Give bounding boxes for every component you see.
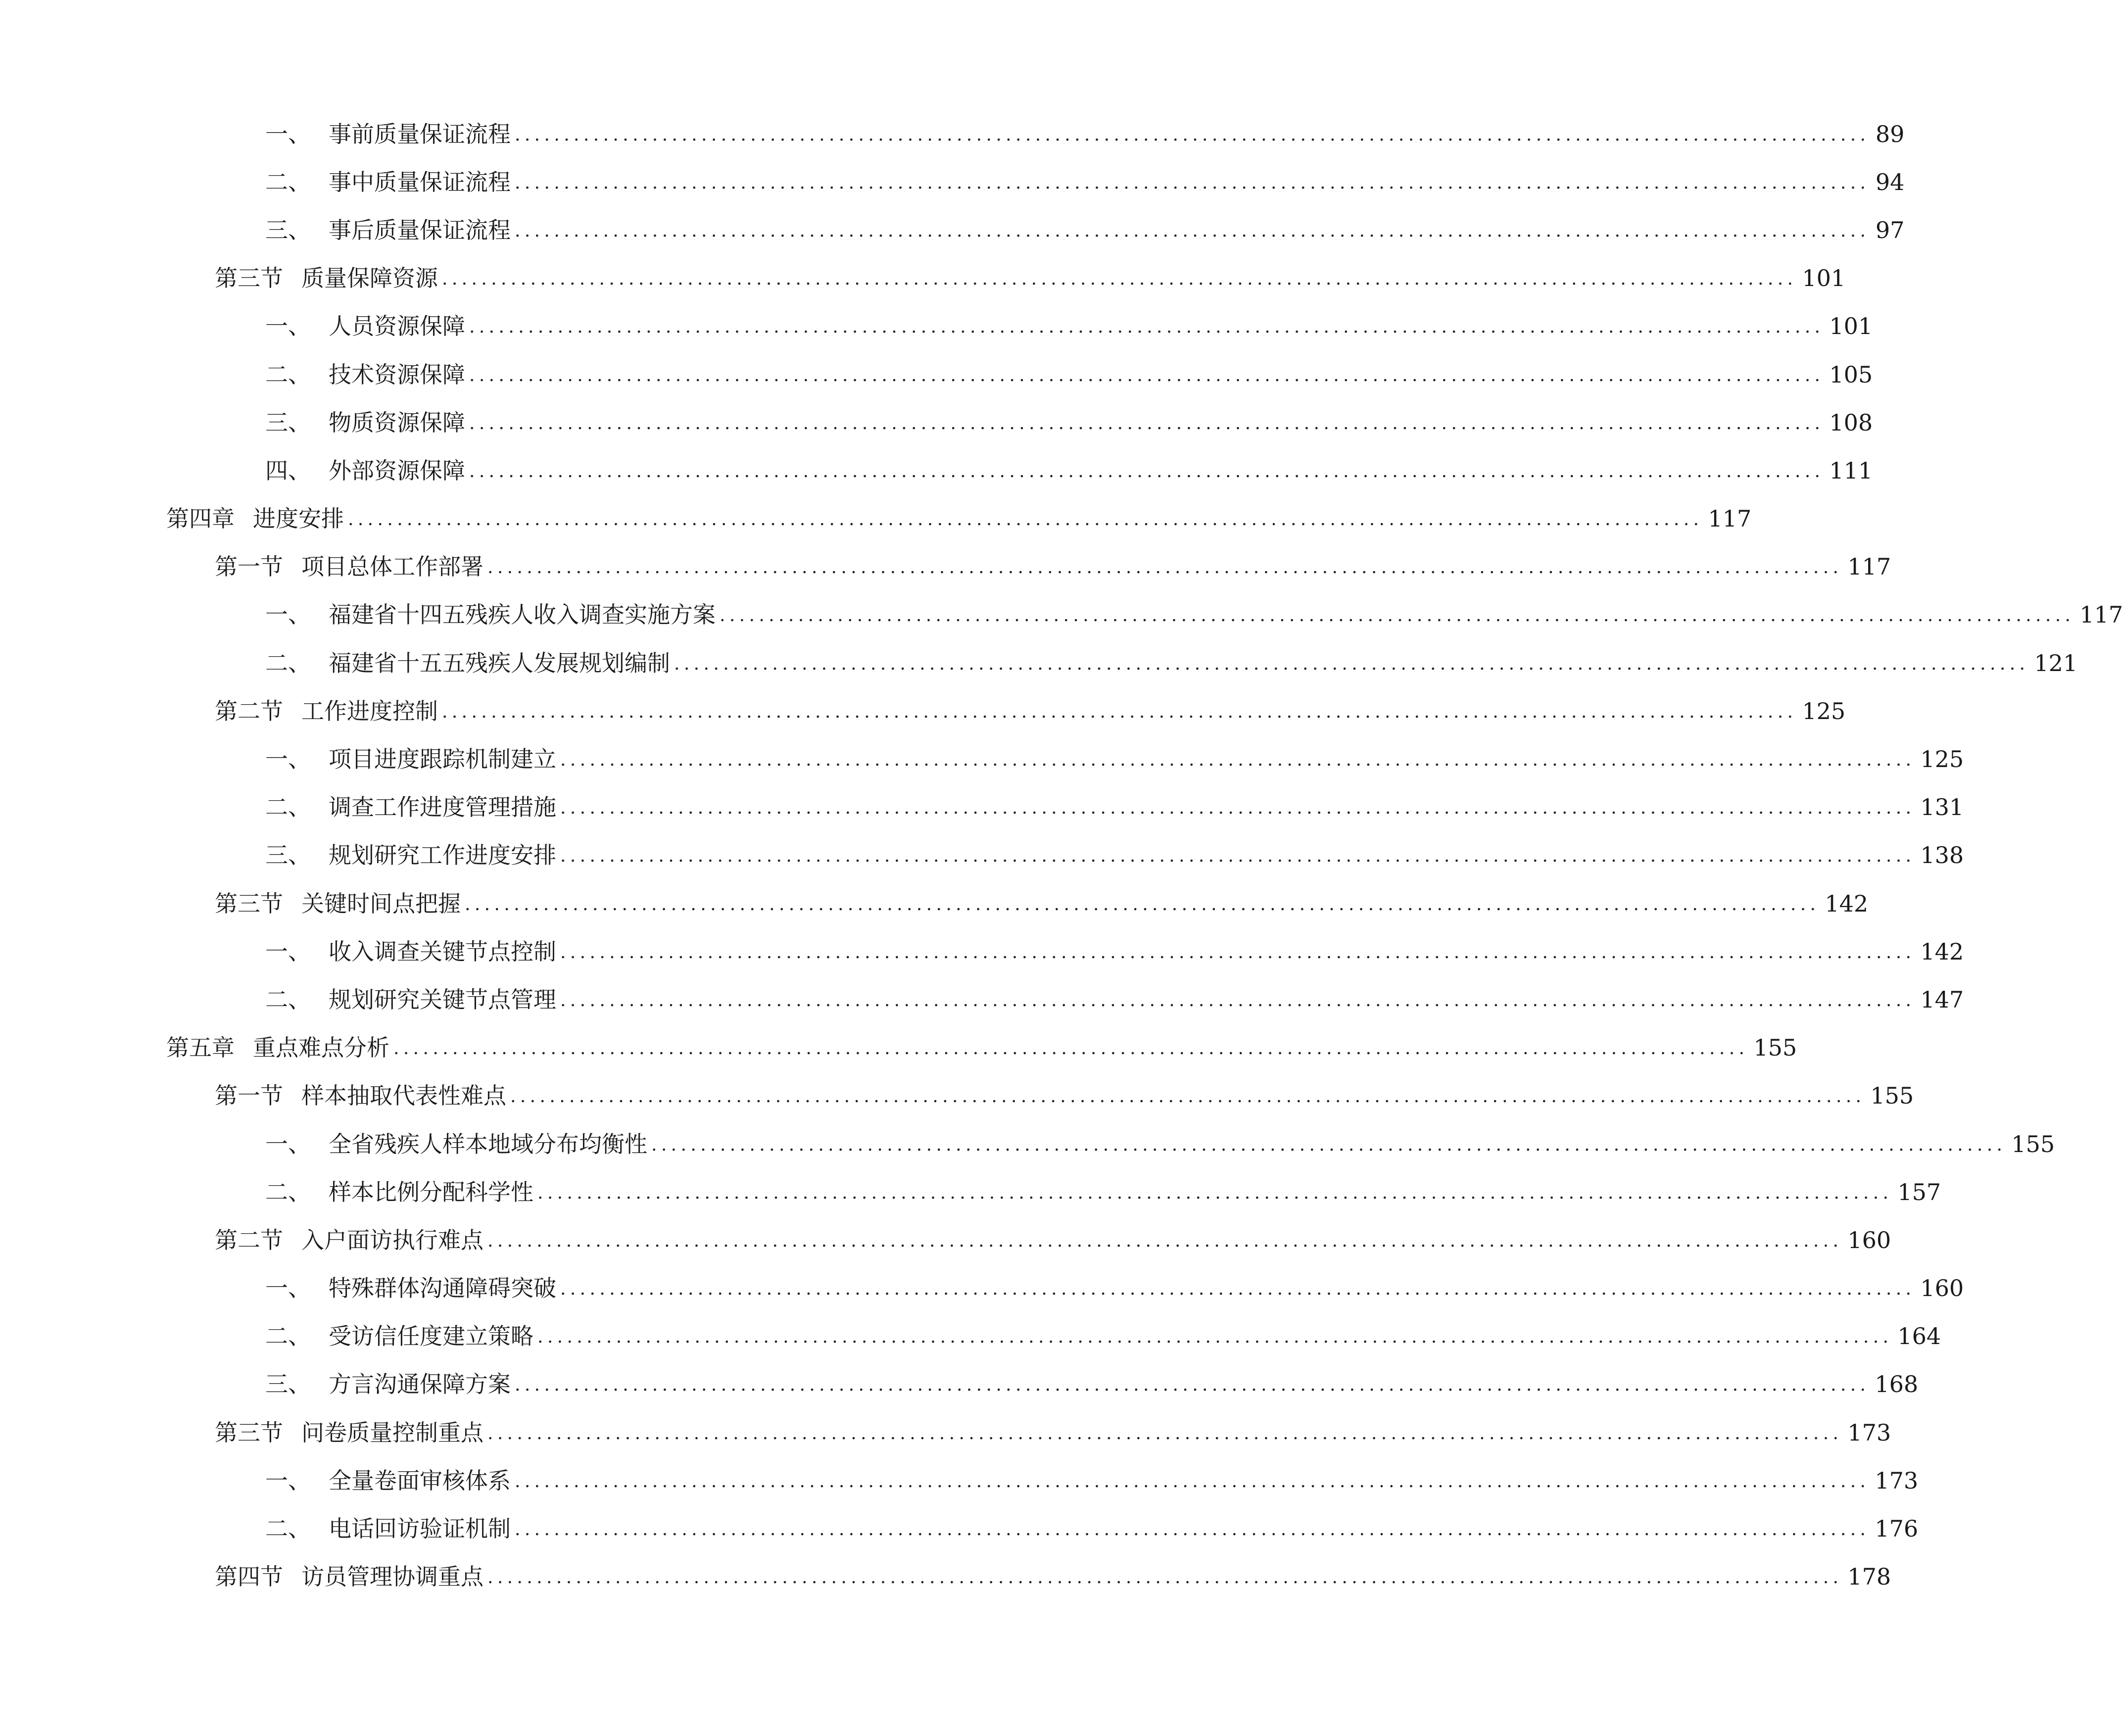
toc-entry-title: 项目总体工作部署 [301, 553, 483, 580]
toc-entry-page-number: 147 [1920, 986, 1964, 1013]
toc-entry-title: 事中质量保证流程 [329, 168, 511, 195]
toc-entry[interactable] [0, 1168, 1941, 1216]
toc-entry[interactable] [0, 110, 1905, 158]
toc-entry-title: 外部资源保障 [329, 457, 465, 484]
toc-entry-number: 二、 [265, 1178, 311, 1206]
toc-entry-page-number: 160 [1847, 1226, 1891, 1254]
toc-entry-page-number: 108 [1829, 409, 1873, 436]
toc-entry[interactable] [0, 398, 1873, 446]
toc-dot-leader: .......................................................................................................................................... [560, 1279, 1916, 1300]
toc-entry-title: 规划研究关键节点管理 [329, 986, 556, 1013]
toc-entry-number: 二、 [265, 794, 311, 821]
toc-dot-leader: .......................................................................................................................................... [537, 1182, 1893, 1203]
toc-entry-number: 第三节 [215, 265, 283, 292]
toc-entry-title: 特殊群体沟通障碍突破 [329, 1275, 556, 1302]
toc-dot-leader: .......................................................................................................................................... [651, 1134, 2007, 1155]
toc-entry-number: 第四章 [166, 505, 235, 532]
table-of-contents [0, 110, 2123, 1601]
toc-dot-leader: .......................................................................................................................................... [515, 1471, 1870, 1492]
toc-dot-leader: .......................................................................................................................................... [487, 557, 1843, 578]
toc-dot-leader: .......................................................................................................................................... [537, 1327, 1893, 1348]
toc-entry-page-number: 131 [1920, 794, 1964, 821]
toc-entry[interactable] [0, 1072, 1914, 1120]
toc-entry-title: 项目进度跟踪机制建立 [329, 746, 556, 773]
toc-dot-leader: .......................................................................................................................................... [515, 172, 1870, 193]
toc-dot-leader: .......................................................................................................................................... [348, 509, 1703, 530]
toc-entry-page-number: 157 [1897, 1178, 1941, 1206]
toc-entry[interactable] [0, 1360, 1919, 1408]
toc-entry[interactable] [0, 302, 1873, 350]
toc-entry-page-number: 97 [1875, 216, 1905, 243]
toc-entry-page-number: 142 [1825, 890, 1869, 917]
toc-dot-leader: .......................................................................................................................................... [487, 1230, 1843, 1251]
toc-entry-number: 一、 [265, 1130, 311, 1157]
toc-dot-leader: .......................................................................................................................................... [469, 413, 1825, 434]
toc-dot-leader: .......................................................................................................................................... [487, 1567, 1843, 1588]
toc-entry-page-number: 155 [2011, 1130, 2055, 1157]
toc-entry-page-number: 173 [1847, 1419, 1891, 1446]
toc-entry-page-number: 155 [1753, 1034, 1797, 1061]
toc-entry-number: 二、 [265, 1323, 311, 1350]
toc-entry-title: 入户面访执行难点 [301, 1226, 483, 1254]
toc-dot-leader: .......................................................................................................................................... [720, 605, 2075, 626]
toc-entry-page-number: 105 [1829, 361, 1873, 388]
toc-entry-number: 一、 [265, 746, 311, 773]
toc-entry-page-number: 138 [1920, 842, 1964, 869]
toc-entry-number: 三、 [265, 842, 311, 869]
toc-entry-number: 第一节 [215, 1082, 283, 1109]
toc-entry-page-number: 178 [1847, 1563, 1891, 1591]
toc-dot-leader: .......................................................................................................................................... [515, 1519, 1870, 1540]
toc-entry[interactable] [0, 1120, 2055, 1168]
toc-entry-title: 调查工作进度管理措施 [329, 794, 556, 821]
toc-entry[interactable] [0, 735, 1964, 783]
toc-dot-leader: .......................................................................................................................................... [674, 653, 2029, 674]
toc-entry[interactable] [0, 783, 1964, 831]
toc-entry-title: 工作进度控制 [301, 697, 438, 724]
toc-dot-leader: .......................................................................................................................................... [469, 365, 1825, 386]
toc-entry-number: 一、 [265, 1467, 311, 1494]
toc-entry-title: 质量保障资源 [301, 265, 438, 292]
toc-dot-leader: .......................................................................................................................................... [515, 1375, 1870, 1396]
toc-dot-leader: .......................................................................................................................................... [510, 1086, 1866, 1107]
toc-entry-number: 一、 [265, 120, 311, 147]
toc-entry-title: 进度安排 [253, 505, 344, 532]
toc-entry-page-number: 117 [1847, 553, 1891, 580]
toc-entry-page-number: 160 [1920, 1275, 1964, 1302]
toc-entry-title: 全量卷面审核体系 [329, 1467, 511, 1494]
toc-entry[interactable] [0, 158, 1905, 206]
toc-entry-page-number: 117 [2079, 601, 2123, 628]
toc-entry-page-number: 111 [1829, 457, 1873, 484]
toc-entry-title: 物质资源保障 [329, 409, 465, 436]
toc-entry-page-number: 89 [1875, 120, 1905, 147]
toc-entry[interactable] [0, 446, 1873, 494]
toc-entry-number: 一、 [265, 938, 311, 965]
toc-entry-number: 三、 [265, 409, 311, 436]
toc-entry-title: 福建省十四五残疾人收入调查实施方案 [329, 601, 716, 628]
toc-entry-number: 二、 [265, 361, 311, 388]
toc-entry-number: 第二节 [215, 697, 283, 724]
toc-entry-page-number: 117 [1708, 505, 1752, 532]
toc-entry[interactable] [0, 1408, 1891, 1456]
toc-dot-leader: .......................................................................................................................................... [465, 894, 1820, 915]
toc-dot-leader: .......................................................................................................................................... [560, 798, 1916, 819]
toc-entry-title: 事后质量保证流程 [329, 216, 511, 243]
toc-entry[interactable] [0, 1024, 1797, 1072]
toc-entry[interactable] [0, 831, 1964, 879]
toc-entry[interactable] [0, 1553, 1891, 1601]
toc-entry[interactable] [0, 254, 1846, 302]
toc-dot-leader: .......................................................................................................................................... [560, 990, 1916, 1011]
toc-dot-leader: .......................................................................................................................................... [560, 846, 1916, 867]
toc-entry-number: 三、 [265, 216, 311, 243]
toc-entry-number: 第三节 [215, 1419, 283, 1446]
toc-entry-number: 一、 [265, 1275, 311, 1302]
toc-entry-page-number: 101 [1829, 313, 1873, 340]
toc-entry-number: 第二节 [215, 1226, 283, 1254]
toc-entry-number: 四、 [265, 457, 311, 484]
toc-dot-leader: .......................................................................................................................................... [515, 220, 1870, 241]
toc-entry-page-number: 94 [1875, 168, 1905, 195]
toc-entry-number: 一、 [265, 601, 311, 628]
toc-dot-leader: .......................................................................................................................................... [442, 701, 1797, 722]
toc-dot-leader: .......................................................................................................................................... [393, 1038, 1749, 1059]
toc-entry[interactable] [0, 927, 1964, 975]
toc-entry[interactable] [0, 879, 1869, 927]
toc-entry-title: 电话回访验证机制 [329, 1515, 511, 1543]
toc-entry[interactable] [0, 639, 2078, 687]
toc-dot-leader: .......................................................................................................................................... [515, 124, 1870, 145]
toc-entry-page-number: 142 [1920, 938, 1964, 965]
toc-entry-title: 方言沟通保障方案 [329, 1371, 511, 1398]
toc-dot-leader: .......................................................................................................................................... [560, 750, 1916, 771]
toc-entry[interactable] [0, 350, 1873, 398]
toc-dot-leader: .......................................................................................................................................... [560, 942, 1916, 963]
toc-entry[interactable] [0, 687, 1846, 735]
toc-entry-page-number: 164 [1897, 1323, 1941, 1350]
toc-entry-number: 二、 [265, 1515, 311, 1543]
toc-dot-leader: .......................................................................................................................................... [487, 1423, 1843, 1444]
toc-entry-number: 一、 [265, 313, 311, 340]
toc-entry-number: 第四节 [215, 1563, 283, 1591]
toc-entry-title: 问卷质量控制重点 [301, 1419, 483, 1446]
toc-entry-page-number: 121 [2034, 649, 2078, 676]
toc-entry[interactable] [0, 495, 1752, 543]
toc-entry[interactable] [0, 543, 1891, 591]
toc-entry-title: 受访信任度建立策略 [329, 1323, 533, 1350]
toc-entry[interactable] [0, 206, 1905, 254]
toc-dot-leader: .......................................................................................................................................... [469, 317, 1825, 338]
toc-entry-number: 第一节 [215, 553, 283, 580]
toc-entry-page-number: 155 [1870, 1082, 1914, 1109]
toc-entry-page-number: 125 [1802, 697, 1846, 724]
toc-entry-number: 三、 [265, 1371, 311, 1398]
toc-entry-title: 福建省十五五残疾人发展规划编制 [329, 649, 670, 676]
toc-entry-number: 二、 [265, 649, 311, 676]
toc-entry-title: 访员管理协调重点 [301, 1563, 483, 1591]
toc-entry-number: 二、 [265, 168, 311, 195]
toc-entry-title: 重点难点分析 [253, 1034, 389, 1061]
toc-dot-leader: .......................................................................................................................................... [469, 461, 1825, 482]
toc-entry-number: 二、 [265, 986, 311, 1013]
toc-dot-leader: .......................................................................................................................................... [442, 269, 1797, 289]
toc-entry-title: 样本抽取代表性难点 [301, 1082, 506, 1109]
toc-entry-title: 事前质量保证流程 [329, 120, 511, 147]
toc-entry-title: 规划研究工作进度安排 [329, 842, 556, 869]
toc-entry-page-number: 168 [1875, 1371, 1919, 1398]
toc-entry-page-number: 173 [1875, 1467, 1919, 1494]
toc-entry-page-number: 125 [1920, 746, 1964, 773]
toc-entry-title: 收入调查关键节点控制 [329, 938, 556, 965]
toc-entry[interactable] [0, 1456, 1919, 1504]
toc-entry-number: 第五章 [166, 1034, 235, 1061]
toc-entry[interactable] [0, 591, 2123, 639]
toc-entry[interactable] [0, 1216, 1891, 1264]
toc-entry-title: 关键时间点把握 [301, 890, 461, 917]
toc-entry[interactable] [0, 1312, 1941, 1360]
toc-entry-title: 全省残疾人样本地域分布均衡性 [329, 1130, 647, 1157]
toc-entry[interactable] [0, 1504, 1919, 1552]
toc-entry-title: 样本比例分配科学性 [329, 1178, 533, 1206]
toc-entry[interactable] [0, 975, 1964, 1023]
toc-entry-page-number: 101 [1802, 265, 1846, 292]
toc-entry-title: 人员资源保障 [329, 313, 465, 340]
toc-entry[interactable] [0, 1264, 1964, 1312]
toc-entry-number: 第三节 [215, 890, 283, 917]
toc-entry-page-number: 176 [1875, 1515, 1919, 1543]
toc-entry-title: 技术资源保障 [329, 361, 465, 388]
